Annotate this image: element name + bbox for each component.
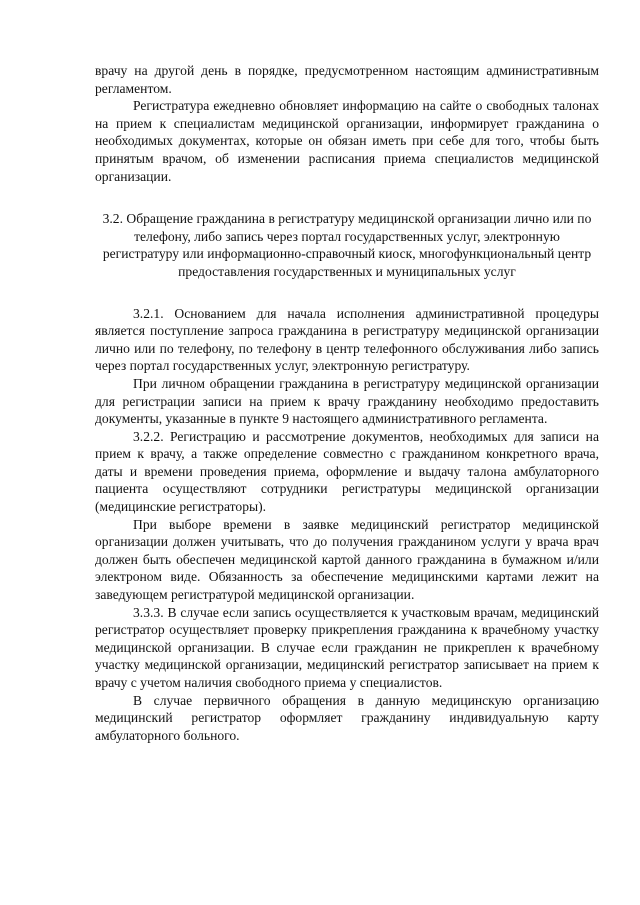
- paragraph-3-2-2: 3.2.2. Регистрацию и рассмотрение документов, необходимых для записи на прием к врачу, а также определение совместно с гражданином конкретного врача, даты и времени проведения приема, оформление и выдачу талона амбулаторного пациента осуществляют сотрудники регистратуры медицинской организации (медицинские регистраторы).: [95, 428, 599, 515]
- document-page: [95, 62, 599, 744]
- section-heading-3-2: 3.2. Обращение гражданина в регистратуру медицинской организации лично или по телефону, либо запись через портал государственных услуг, электронную регистратуру или информационно-справочный киоск, многофункциональный центр предоставления государственных и муниципальных услуг: [102, 211, 592, 279]
- paragraph-3-2-1: 3.2.1. Основанием для начала исполнения административной процедуры является поступление запроса гражданина в регистратуру медицинской организации лично или по телефону, по телефону в центр телефонного обслуживания либо запись через портал государственных услуг, электронную регистратуру.: [95, 305, 599, 374]
- paragraph-personal-visit: При личном обращении гражданина в регистратуру медицинской организации для регистрации записи на прием к врачу гражданину необходимо предоставить документы, указанные в пункте 9 настоящего административного регламента.: [95, 375, 599, 427]
- paragraph-time-selection: При выборе времени в заявке медицинский регистратор медицинской организации должен учитывать, что до получения гражданином услуги у врача врач должен быть обеспечен медицинской картой данного гражданина в бумажном и/или электроном виде. Обязанность за обеспечение медицинскими картами лежит на заведующем регистратурой медицинской организации.: [95, 516, 599, 603]
- paragraph-primary-visit: В случае первичного обращения в данную медицинскую организацию медицинский регистратор оформляет гражданину индивидуальную карту амбулаторного больного.: [95, 692, 599, 743]
- paragraph-3-3-3: 3.3.3. В случае если запись осуществляется к участковым врачам, медицинский регистратор осуществляет проверку прикрепления гражданина к врачебному участку медицинской организации. В случае если гражданин не прикреплен к врачебному участку медицинской организации, медицинский регистратор записывает на прием к врачу с учетом наличия свободного приема у специалистов.: [95, 604, 599, 690]
- paragraph-continuation: врачу на другой день в порядке, предусмотренном настоящим административным регламентом.: [95, 63, 599, 96]
- section-body: [95, 305, 599, 745]
- paragraph-registry-updates: Регистратура ежедневно обновляет информацию на сайте о свободных талонах на прием к специалистам медицинской организации, информирует гражданина о необходимых документах, которые он обязан иметь при себе для того, чтобы быть принятым врачом, об изменении расписания приема специалистов медицинской организации.: [95, 98, 599, 184]
